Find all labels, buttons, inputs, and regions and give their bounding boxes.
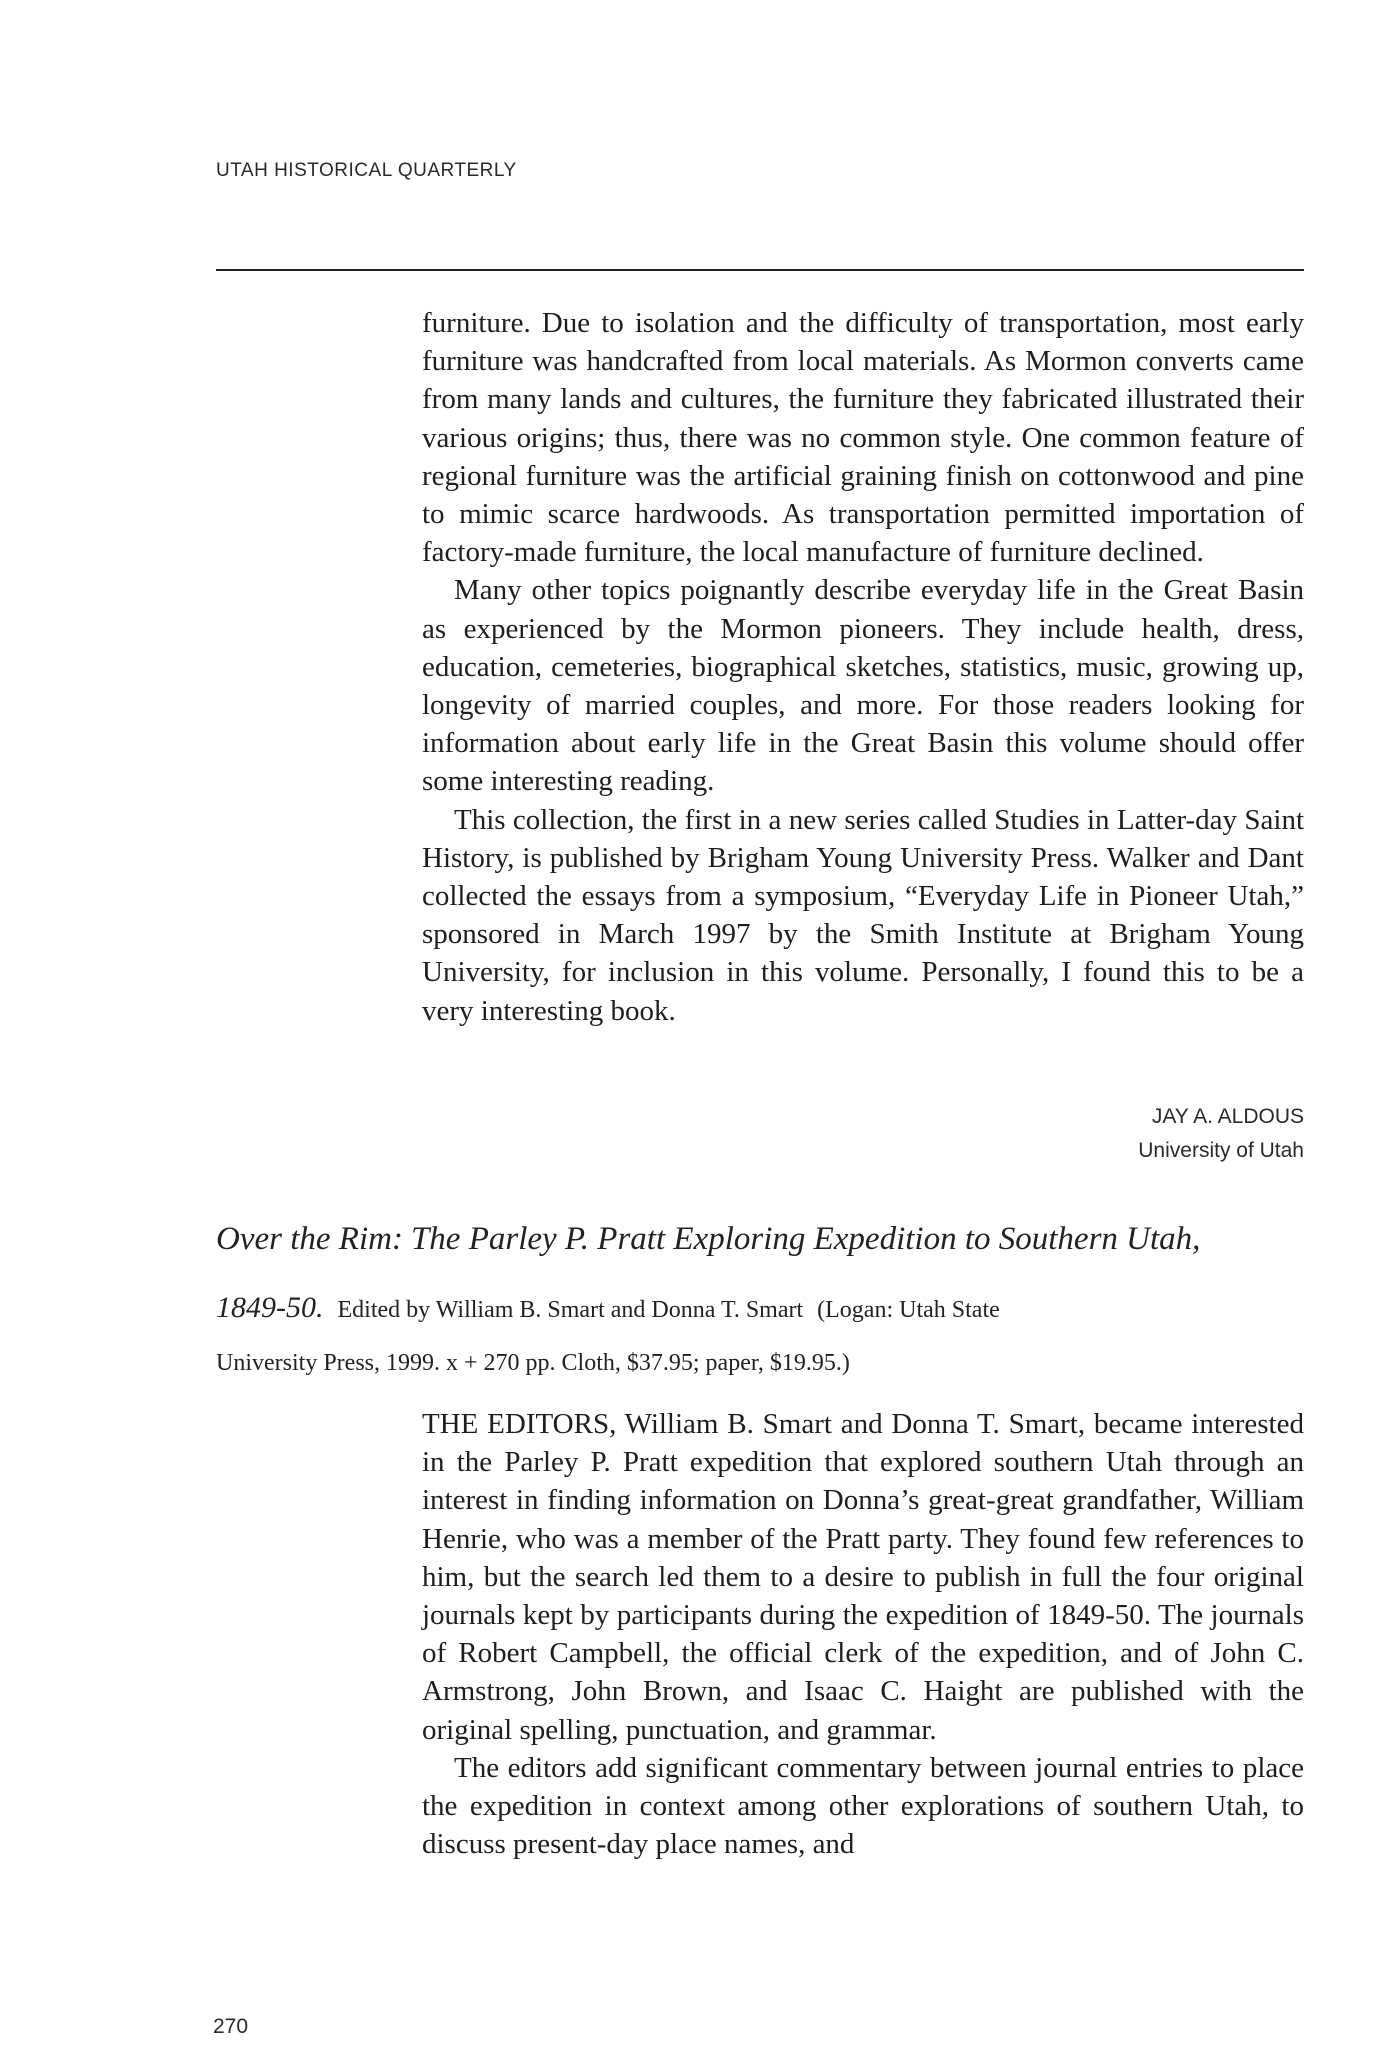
book-publisher-details: University Press, 1999. x + 270 pp. Cloth, $37.95; paper, $19.95.): [216, 1350, 850, 1376]
book-title-subtitle: The Parley P. Pratt Exploring Expedition to Southern Utah,: [410, 1221, 1201, 1257]
book-years: 1849-50.: [216, 1291, 324, 1324]
review-2-body: [422, 1405, 1304, 1863]
review-1-paragraph: Many other topics poignantly describe everyday life in the Great Basin as experienced by the Mormon pioneers. They include health, dress, education, cemeteries, biographical sketches, statistics, music, growing up, longevity of married couples, and more. For those readers looking for information about early life in the Great Basin this volume should offer some interesting reading.: [422, 574, 1304, 798]
review-1-body: [422, 304, 1304, 1030]
review-2-paragraph: THE EDITORS, William B. Smart and Donna T. Smart, became interested in the Parley P. Pratt expedition that explored southern Utah through an interest in finding information on Donna’s great-great grandfather, William Henrie, who was a member of the Pratt party. They found few references to him, but the search led them to a desire to publish in full the four original journals kept by participants during the expedition of 1849-50. The journals of Robert Campbell, the official clerk of the expedition, and of John C. Armstrong, John Brown, and Isaac C. Haight are published with the original spelling, punctuation, and grammar.: [422, 1408, 1304, 1746]
review-2-paragraph: The editors add significant commentary between journal entries to place the expedition in context among other explorations of southern Utah, to discuss present-day place names, and: [422, 1751, 1304, 1861]
book-publisher-start: (Logan: Utah State: [817, 1297, 1000, 1323]
reviewer-signature: [1138, 1100, 1304, 1168]
page-number: 270: [213, 2015, 249, 2038]
header-rule: [216, 269, 1304, 271]
book-citation: [216, 1213, 1304, 1393]
book-title: [216, 1213, 1304, 1273]
review-1-paragraph: furniture. Due to isolation and the difficulty of transportation, most early furniture was handcrafted from local materials. As Mormon converts came from many lands and cultures, the furniture they fabricated illustrated their various origins; thus, there was no common style. One common feature of regional furniture was the artificial graining finish on cottonwood and pine to mimic scarce hardwoods. As transportation permitted importation of factory-made furniture, the local manufacture of furniture declined.: [422, 307, 1304, 569]
citation-line-2: [216, 1273, 1304, 1333]
reviewer-name: JAY A. ALDOUS: [1151, 1105, 1304, 1128]
review-1-paragraph: This collection, the first in a new series called Studies in Latter-day Saint History, is published by Brigham Young University Press. Walker and Dant collected the essays from a symposium, “Everyday Life in Pioneer Utah,” sponsored in March 1997 by the Smith Institute at Brigham Young University, for inclusion in this volume. Personally, I found this to be a very interesting book.: [422, 803, 1304, 1027]
book-title-main: Over the Rim:: [216, 1221, 403, 1257]
book-editors: Edited by William B. Smart and Donna T. Smart: [337, 1297, 804, 1323]
running-head: UTAH HISTORICAL QUARTERLY: [216, 160, 517, 181]
reviewer-affiliation: University of Utah: [1138, 1139, 1304, 1162]
